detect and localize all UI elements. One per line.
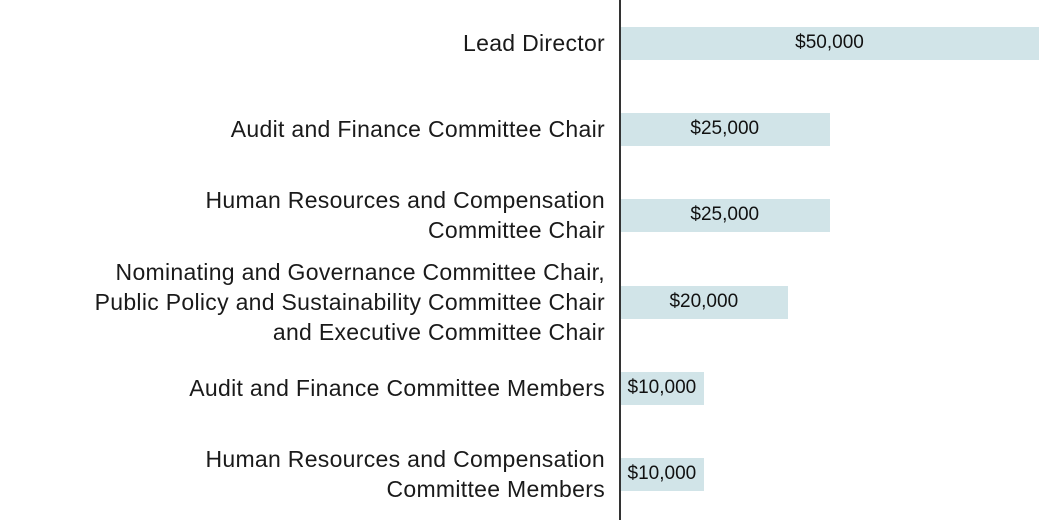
category-label-line: Human Resources and Compensation xyxy=(205,446,605,472)
category-label xyxy=(0,114,605,144)
category-label-line: Committee Chair xyxy=(427,217,605,243)
category-label-line: Public Policy and Sustainability Committee Chair xyxy=(94,289,605,315)
category-label-line: Nominating and Governance Committee Chair, xyxy=(115,259,605,285)
bar-value-label: $10,000 xyxy=(627,463,697,484)
bar-value-label: $10,000 xyxy=(627,377,697,398)
category-label-line: and Executive Committee Chair xyxy=(272,319,605,345)
category-label-line: Audit and Finance Committee Chair xyxy=(230,116,605,142)
y-axis-line xyxy=(619,0,621,520)
bar-value-label: $25,000 xyxy=(690,118,760,139)
bar-value-label: $50,000 xyxy=(795,32,864,53)
category-label xyxy=(0,444,605,504)
category-label-line: Committee Members xyxy=(386,476,605,502)
category-label xyxy=(0,257,605,347)
category-label-line: Lead Director xyxy=(463,30,605,56)
category-label xyxy=(0,373,605,403)
category-label-line: Human Resources and Compensation xyxy=(205,187,605,213)
bar-value-label: $20,000 xyxy=(669,291,739,312)
category-label xyxy=(0,28,605,58)
category-label xyxy=(0,185,605,245)
bar-value-label: $25,000 xyxy=(690,204,760,225)
category-label-line: Audit and Finance Committee Members xyxy=(189,375,605,401)
